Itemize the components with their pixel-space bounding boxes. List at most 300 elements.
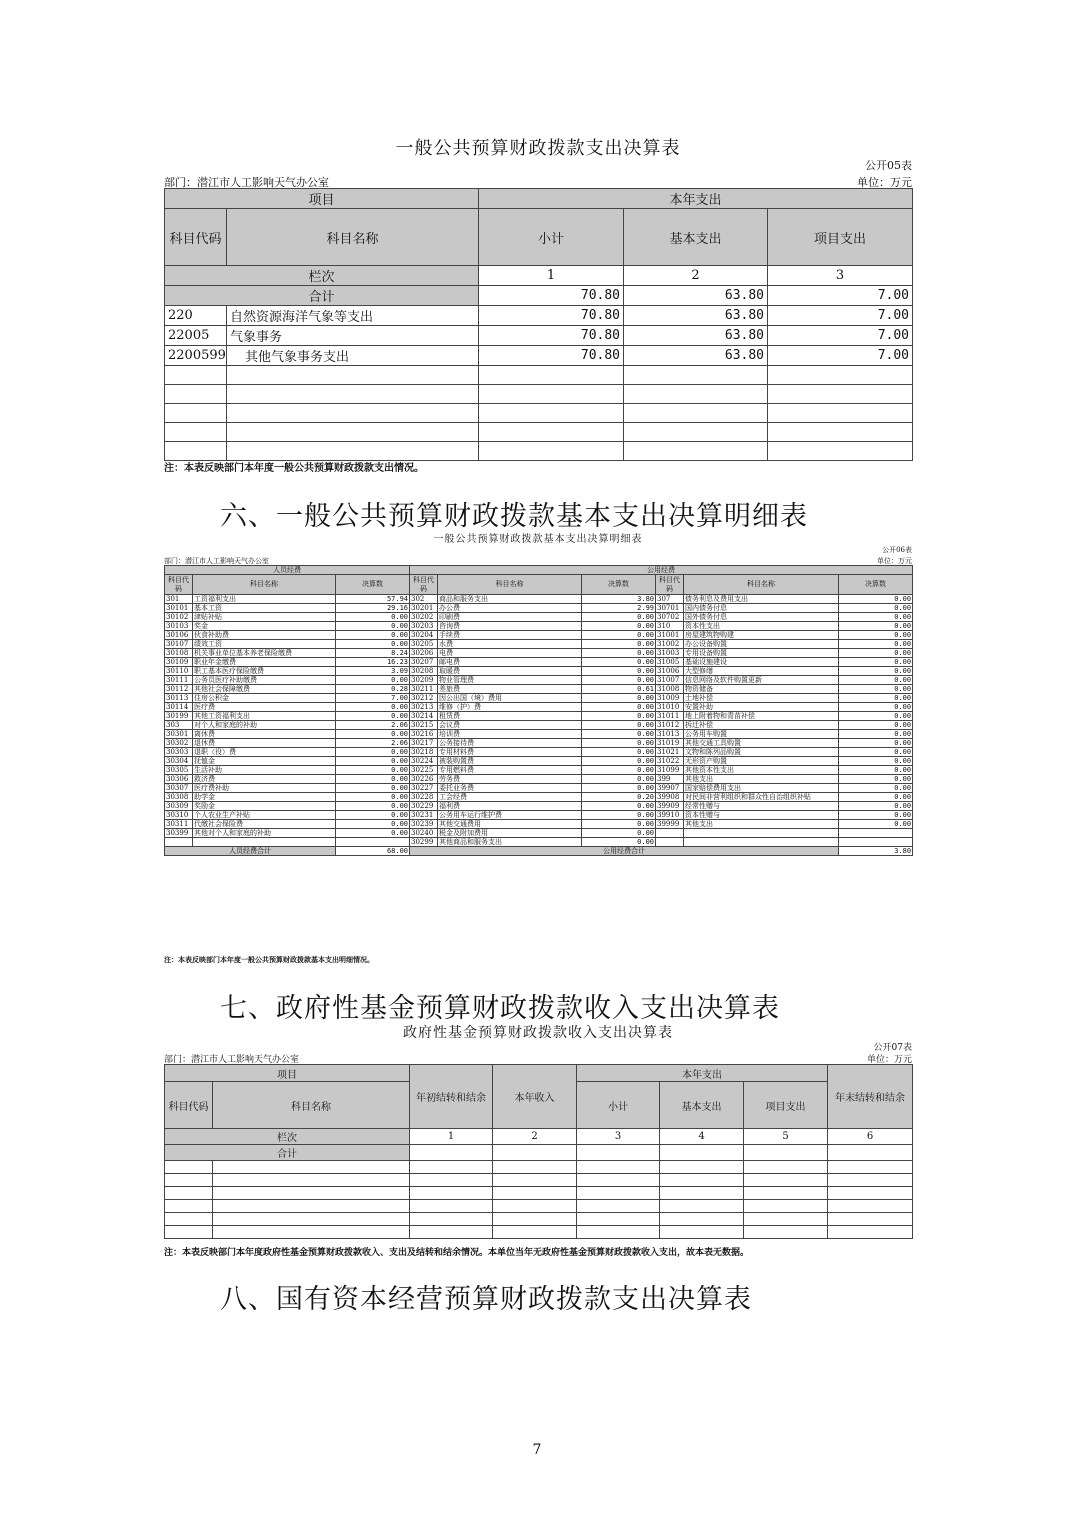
t3-col-3: 3 <box>577 1129 660 1145</box>
t2-code: 307 <box>656 595 684 604</box>
t2-name: 租赁费 <box>438 712 582 721</box>
t2-amount: 0.00 <box>336 820 410 829</box>
table-row <box>165 748 913 757</box>
t2-code: 31009 <box>656 694 684 703</box>
section-heading-7: 七、政府性基金预算财政拨款收入支出决算表 <box>220 993 780 1024</box>
t2-code: 31019 <box>656 739 684 748</box>
t2-name: 委托业务费 <box>438 784 582 793</box>
t3-h-code: 科目代码 <box>165 1082 213 1129</box>
t1-v2: 63.80 <box>624 306 768 326</box>
t2-amount: 0.00 <box>839 757 913 766</box>
t1-h-code: 科目代码 <box>165 209 227 266</box>
table-row <box>165 694 913 703</box>
t2-name <box>193 838 336 847</box>
t2-h-code: 科目代码 <box>410 575 438 595</box>
table-row <box>165 820 913 829</box>
t2-name: 公务用车运行维护费 <box>438 811 582 820</box>
t2-code: 31001 <box>656 631 684 640</box>
table1 <box>164 188 913 461</box>
t2-amount: 0.00 <box>839 784 913 793</box>
t2-code: 31003 <box>656 649 684 658</box>
t2-name: 退职（役）费 <box>193 748 336 757</box>
t2-code: 31011 <box>656 712 684 721</box>
t2-amount: 0.00 <box>839 640 913 649</box>
t2-amount: 0.00 <box>336 622 410 631</box>
t2-name: 信息网络及软件购置更新 <box>684 676 839 685</box>
t3-col-1: 1 <box>410 1129 493 1145</box>
t2-name: 伙食补助费 <box>193 631 336 640</box>
t2-amount: 0.00 <box>582 811 656 820</box>
table-row-empty <box>165 1213 913 1226</box>
t2-code: 30110 <box>165 667 193 676</box>
t2-h-code: 科目代码 <box>165 575 193 595</box>
t2-amount: 0.00 <box>839 694 913 703</box>
t1-total-label: 合计 <box>165 286 479 306</box>
t2-code: 30399 <box>165 829 193 838</box>
t2-code: 30218 <box>410 748 438 757</box>
t2-name: 其他资本性支出 <box>684 766 839 775</box>
t2-amount: 0.00 <box>582 694 656 703</box>
t2-amount: 0.00 <box>839 631 913 640</box>
t2-amount: 0.00 <box>336 613 410 622</box>
t2-amount: 0.00 <box>839 730 913 739</box>
t2-amount: 0.28 <box>336 685 410 694</box>
t2-amount: 0.00 <box>582 703 656 712</box>
t2-name: 其他支出 <box>684 775 839 784</box>
t2-name: 维修（护）费 <box>438 703 582 712</box>
t2-code: 30303 <box>165 748 193 757</box>
t2-name: 专用设备购置 <box>684 649 839 658</box>
t2-code: 31005 <box>656 658 684 667</box>
t2-name: 公务员医疗补助缴费 <box>193 676 336 685</box>
table-row-empty <box>165 385 913 404</box>
t2-name: 其他社会保障缴费 <box>193 685 336 694</box>
t2-name: 助学金 <box>193 793 336 802</box>
t2-name: 无形资产购置 <box>684 757 839 766</box>
t2-code: 30227 <box>410 784 438 793</box>
t2-code: 30211 <box>410 685 438 694</box>
t2-amount: 0.00 <box>582 640 656 649</box>
t2-amount <box>336 838 410 847</box>
t3-h-begin: 年初结转和结余 <box>410 1065 493 1129</box>
t2-code <box>656 838 684 847</box>
t1-code: 22005 <box>165 326 227 346</box>
table-row <box>165 712 913 721</box>
t2-code: 31006 <box>656 667 684 676</box>
t2-amount: 0.00 <box>336 829 410 838</box>
t2-name: 手续费 <box>438 631 582 640</box>
t2-amount: 0.00 <box>839 766 913 775</box>
table-row <box>165 838 913 847</box>
t2-amount: 0.00 <box>839 622 913 631</box>
t2-h-name: 科目名称 <box>684 575 839 595</box>
t1-total-subtotal: 70.80 <box>479 286 624 306</box>
t2-code: 39907 <box>656 784 684 793</box>
t2-name: 绩效工资 <box>193 640 336 649</box>
t2-code: 30207 <box>410 658 438 667</box>
t2-amount: 0.00 <box>839 793 913 802</box>
table-row-empty <box>165 1174 913 1187</box>
t2-name: 机关事业单位基本养老保险缴费 <box>193 649 336 658</box>
t2-amount: 0.00 <box>336 802 410 811</box>
t2-name: 商品和服务支出 <box>438 595 582 604</box>
t2-name: 资本性赠与 <box>684 811 839 820</box>
t1-v3: 7.00 <box>768 306 913 326</box>
t2-name <box>684 829 839 838</box>
t2-code: 30299 <box>410 838 438 847</box>
t2-code: 39910 <box>656 811 684 820</box>
section-heading-6: 六、一般公共预算财政拨款基本支出决算明细表 <box>220 501 808 532</box>
t2-amount: 0.00 <box>336 811 410 820</box>
t2-public-total: 3.80 <box>839 847 913 856</box>
t2-amount: 0.00 <box>582 820 656 829</box>
t2-name: 救济费 <box>193 775 336 784</box>
t2-code: 30301 <box>165 730 193 739</box>
t2-amount: 0.20 <box>582 793 656 802</box>
t1-name: 自然资源海洋气象等支出 <box>227 306 479 326</box>
t2-name: 其他交通费用 <box>438 820 582 829</box>
t2-name: 公务接待费 <box>438 739 582 748</box>
t2-name: 生活补助 <box>193 766 336 775</box>
t2-code: 30201 <box>410 604 438 613</box>
t2-name: 培训费 <box>438 730 582 739</box>
t2-name: 资本性支出 <box>684 622 839 631</box>
table-row <box>165 658 913 667</box>
table2-title: 一般公共预算财政拨款基本支出决算明细表 <box>433 534 643 545</box>
t2-code: 30208 <box>410 667 438 676</box>
t2-code: 30202 <box>410 613 438 622</box>
t2-code: 30103 <box>165 622 193 631</box>
t1-h-subtotal: 小计 <box>479 209 624 266</box>
t2-name: 拆迁补偿 <box>684 721 839 730</box>
table1-unit: 单位：万元 <box>857 176 912 189</box>
t1-h-name: 科目名称 <box>227 209 479 266</box>
t2-name: 因公出国（境）费用 <box>438 694 582 703</box>
t2-name: 房屋建筑物购建 <box>684 631 839 640</box>
t2-code: 30111 <box>165 676 193 685</box>
t2-public-total-label: 公用经费合计 <box>410 847 839 856</box>
t1-v3: 7.00 <box>768 326 913 346</box>
t2-code: 31007 <box>656 676 684 685</box>
t2-code: 30226 <box>410 775 438 784</box>
t2-name: 对个人和家庭的补助 <box>193 721 336 730</box>
t2-amount: 0.00 <box>336 784 410 793</box>
table-row <box>165 622 913 631</box>
t2-name: 国外债务付息 <box>684 613 839 622</box>
table-row <box>165 640 913 649</box>
table-row <box>165 775 913 784</box>
t2-amount: 0.00 <box>839 685 913 694</box>
table-row <box>165 793 913 802</box>
t2-amount: 7.00 <box>336 694 410 703</box>
t1-total-project: 7.00 <box>768 286 913 306</box>
t2-name: 其他工资福利支出 <box>193 712 336 721</box>
t2-amount: 2.06 <box>336 739 410 748</box>
t2-code: 30701 <box>656 604 684 613</box>
t2-amount: 0.61 <box>582 685 656 694</box>
t2-amount: 0.00 <box>839 595 913 604</box>
t1-code: 2200599 <box>165 346 227 366</box>
t2-code: 30106 <box>165 631 193 640</box>
page-number: 7 <box>532 1442 542 1458</box>
t2-name: 安置补助 <box>684 703 839 712</box>
table-row <box>165 739 913 748</box>
t2-name: 劳务费 <box>438 775 582 784</box>
t2-code: 30209 <box>410 676 438 685</box>
t2-h-amount: 决算数 <box>582 575 656 595</box>
t2-amount: 3.09 <box>336 667 410 676</box>
t2-code: 31010 <box>656 703 684 712</box>
t2-code: 30206 <box>410 649 438 658</box>
t2-code: 30309 <box>165 802 193 811</box>
t2-amount: 0.00 <box>582 838 656 847</box>
t2-code: 30311 <box>165 820 193 829</box>
t1-h-item: 项目 <box>165 189 479 209</box>
t2-amount: 0.00 <box>336 766 410 775</box>
t2-code: 30306 <box>165 775 193 784</box>
t2-name: 大型修缮 <box>684 667 839 676</box>
t2-name: 工资福利支出 <box>193 595 336 604</box>
t2-code: 30228 <box>410 793 438 802</box>
t2-name: 经常性赠与 <box>684 802 839 811</box>
t2-name: 基础设施建设 <box>684 658 839 667</box>
table-row <box>165 649 913 658</box>
t2-name: 其他对个人和家庭的补助 <box>193 829 336 838</box>
table-row <box>165 757 913 766</box>
table2-dept: 部门：潜江市人工影响天气办公室 <box>164 557 269 565</box>
t2-amount <box>839 838 913 847</box>
t2-amount: 0.00 <box>839 604 913 613</box>
t2-amount: 0.00 <box>839 613 913 622</box>
t2-code <box>656 829 684 838</box>
t2-code: 39908 <box>656 793 684 802</box>
table-row <box>165 829 913 838</box>
t2-name: 津贴补贴 <box>193 613 336 622</box>
table2 <box>164 565 913 856</box>
t3-h-end: 年末结转和结余 <box>828 1065 913 1129</box>
table-row <box>165 631 913 640</box>
t2-name: 文物和陈列品购置 <box>684 748 839 757</box>
t2-name: 其他交通工具购置 <box>684 739 839 748</box>
t2-h-amount: 决算数 <box>839 575 913 595</box>
t2-code: 31012 <box>656 721 684 730</box>
t3-h-basic: 基本支出 <box>660 1082 744 1129</box>
t2-name: 住房公积金 <box>193 694 336 703</box>
t2-name: 代缴社会保险费 <box>193 820 336 829</box>
t2-amount: 0.00 <box>839 712 913 721</box>
t2-code: 31099 <box>656 766 684 775</box>
t2-name: 物资储备 <box>684 685 839 694</box>
t2-amount: 0.00 <box>336 748 410 757</box>
t2-amount: 0.00 <box>582 730 656 739</box>
t2-h-public: 公用经费 <box>410 566 913 575</box>
t2-code: 30229 <box>410 802 438 811</box>
t2-amount: 8.24 <box>336 649 410 658</box>
t2-code: 30302 <box>165 739 193 748</box>
table-row-empty <box>165 442 913 461</box>
t2-amount: 0.00 <box>582 613 656 622</box>
t2-name: 奖励金 <box>193 802 336 811</box>
t2-amount: 0.00 <box>336 793 410 802</box>
t2-code: 30240 <box>410 829 438 838</box>
t2-amount: 0.00 <box>582 649 656 658</box>
table-row <box>165 703 913 712</box>
t2-amount: 0.00 <box>839 802 913 811</box>
t3-col-5: 5 <box>744 1129 828 1145</box>
table-row <box>165 306 913 326</box>
t2-name: 国内债务付息 <box>684 604 839 613</box>
t2-name: 对民间非营利组织和群众性自治组织补贴 <box>684 793 839 802</box>
t2-name: 税金及附加费用 <box>438 829 582 838</box>
t2-code: 30304 <box>165 757 193 766</box>
t2-code: 30217 <box>410 739 438 748</box>
t2-amount: 0.00 <box>582 802 656 811</box>
t2-code: 30199 <box>165 712 193 721</box>
t2-amount: 0.00 <box>582 775 656 784</box>
t2-code: 30225 <box>410 766 438 775</box>
t2-code: 30239 <box>410 820 438 829</box>
t2-name: 工会经费 <box>438 793 582 802</box>
t2-amount: 0.00 <box>839 811 913 820</box>
table2-unit: 单位：万元 <box>877 557 912 565</box>
t2-name: 职工基本医疗保险缴费 <box>193 667 336 676</box>
t2-name: 国家赔偿费用支出 <box>684 784 839 793</box>
table-row <box>165 730 913 739</box>
t2-amount: 0.00 <box>582 748 656 757</box>
t2-code: 30204 <box>410 631 438 640</box>
table-row <box>165 802 913 811</box>
t1-h-current: 本年支出 <box>479 189 913 209</box>
t2-name: 电费 <box>438 649 582 658</box>
t2-code <box>165 838 193 847</box>
t2-h-name: 科目名称 <box>193 575 336 595</box>
table2-note: 注：本表反映部门本年度一般公共预算财政拨款基本支出明细情况。 <box>164 955 374 964</box>
t2-amount: 0.00 <box>582 829 656 838</box>
t1-col-3: 3 <box>768 266 913 286</box>
t1-col-2: 2 <box>624 266 768 286</box>
t1-code: 220 <box>165 306 227 326</box>
t2-amount: 0.00 <box>582 766 656 775</box>
t2-amount: 0.00 <box>336 640 410 649</box>
t2-code: 30231 <box>410 811 438 820</box>
table-row <box>165 346 913 366</box>
t1-total-basic: 63.80 <box>624 286 768 306</box>
t2-amount: 0.00 <box>839 667 913 676</box>
table1-note: 注：本表反映部门本年度一般公共预算财政拨款支出情况。 <box>164 463 424 474</box>
table-row-empty <box>165 366 913 385</box>
t2-h-name: 科目名称 <box>438 575 582 595</box>
t2-name: 水费 <box>438 640 582 649</box>
t2-code: 301 <box>165 595 193 604</box>
t2-name: 其他支出 <box>684 820 839 829</box>
t2-amount: 2.99 <box>582 604 656 613</box>
t2-code: 30107 <box>165 640 193 649</box>
t3-col-4: 4 <box>660 1129 744 1145</box>
t2-amount: 29.16 <box>336 604 410 613</box>
t2-name: 专用燃料费 <box>438 766 582 775</box>
table3-title: 政府性基金预算财政拨款收入支出决算表 <box>403 1025 673 1041</box>
t1-col-label: 栏次 <box>165 266 479 286</box>
t2-amount: 0.00 <box>582 622 656 631</box>
table3-dept: 部门：潜江市人工影响天气办公室 <box>164 1055 300 1065</box>
t2-name: 会议费 <box>438 721 582 730</box>
t2-name: 专用材料费 <box>438 748 582 757</box>
t2-code: 31008 <box>656 685 684 694</box>
table-row <box>165 784 913 793</box>
table-row <box>165 595 913 604</box>
t2-amount: 0.00 <box>839 820 913 829</box>
t2-amount: 0.00 <box>336 631 410 640</box>
t1-v1: 70.80 <box>479 306 624 326</box>
t2-name: 抚恤金 <box>193 757 336 766</box>
t3-col-6: 6 <box>828 1129 913 1145</box>
table3-unit: 单位：万元 <box>866 1055 912 1065</box>
table-row <box>165 721 913 730</box>
t2-code: 31021 <box>656 748 684 757</box>
table-row <box>165 667 913 676</box>
t2-name: 公务用车购置 <box>684 730 839 739</box>
table-row <box>165 766 913 775</box>
t2-code: 30114 <box>165 703 193 712</box>
t2-code: 302 <box>410 595 438 604</box>
t2-code: 30205 <box>410 640 438 649</box>
table-row-empty <box>165 423 913 442</box>
table3-form-no: 公开07表 <box>873 1043 912 1053</box>
table-row <box>165 685 913 694</box>
t2-code: 30702 <box>656 613 684 622</box>
t2-code: 30308 <box>165 793 193 802</box>
table-row <box>165 811 913 820</box>
t2-amount: 0.00 <box>582 631 656 640</box>
t2-amount: 3.80 <box>582 595 656 604</box>
t2-amount: 0.00 <box>336 703 410 712</box>
t1-name: 气象事务 <box>227 326 479 346</box>
t2-name: 被装购置费 <box>438 757 582 766</box>
t2-code: 30216 <box>410 730 438 739</box>
t3-h-item: 项目 <box>165 1065 410 1082</box>
table-row <box>165 676 913 685</box>
t2-code: 30224 <box>410 757 438 766</box>
t2-amount: 0.00 <box>336 775 410 784</box>
t2-amount: 0.00 <box>336 757 410 766</box>
t2-name: 咨询费 <box>438 622 582 631</box>
t2-amount: 0.00 <box>336 676 410 685</box>
t2-code: 30113 <box>165 694 193 703</box>
t2-code: 30214 <box>410 712 438 721</box>
t2-amount: 0.00 <box>839 649 913 658</box>
t1-v2: 63.80 <box>624 326 768 346</box>
t2-amount: 0.00 <box>582 658 656 667</box>
t3-h-income: 本年收入 <box>493 1065 577 1129</box>
t2-amount: 0.00 <box>582 739 656 748</box>
t2-amount: 0.00 <box>582 712 656 721</box>
t2-amount: 0.00 <box>582 667 656 676</box>
t2-name: 差旅费 <box>438 685 582 694</box>
t2-code: 30203 <box>410 622 438 631</box>
t2-name: 土地补偿 <box>684 694 839 703</box>
t2-name: 办公费 <box>438 604 582 613</box>
t2-name: 医疗费 <box>193 703 336 712</box>
t1-v2: 63.80 <box>624 346 768 366</box>
table3-note: 注：本表反映部门本年度政府性基金预算财政拨款收入、支出及结转和结余情况。本单位当年无政府性基金预算财政拨款收入支出，故本表无数据。 <box>164 1248 750 1258</box>
t2-h-amount: 决算数 <box>336 575 410 595</box>
t2-code: 30310 <box>165 811 193 820</box>
t2-code: 31002 <box>656 640 684 649</box>
t2-amount: 0.00 <box>839 748 913 757</box>
t2-code: 30102 <box>165 613 193 622</box>
table1-title: 一般公共预算财政拨款支出决算表 <box>395 138 681 159</box>
t1-name: 其他气象事务支出 <box>227 346 479 366</box>
